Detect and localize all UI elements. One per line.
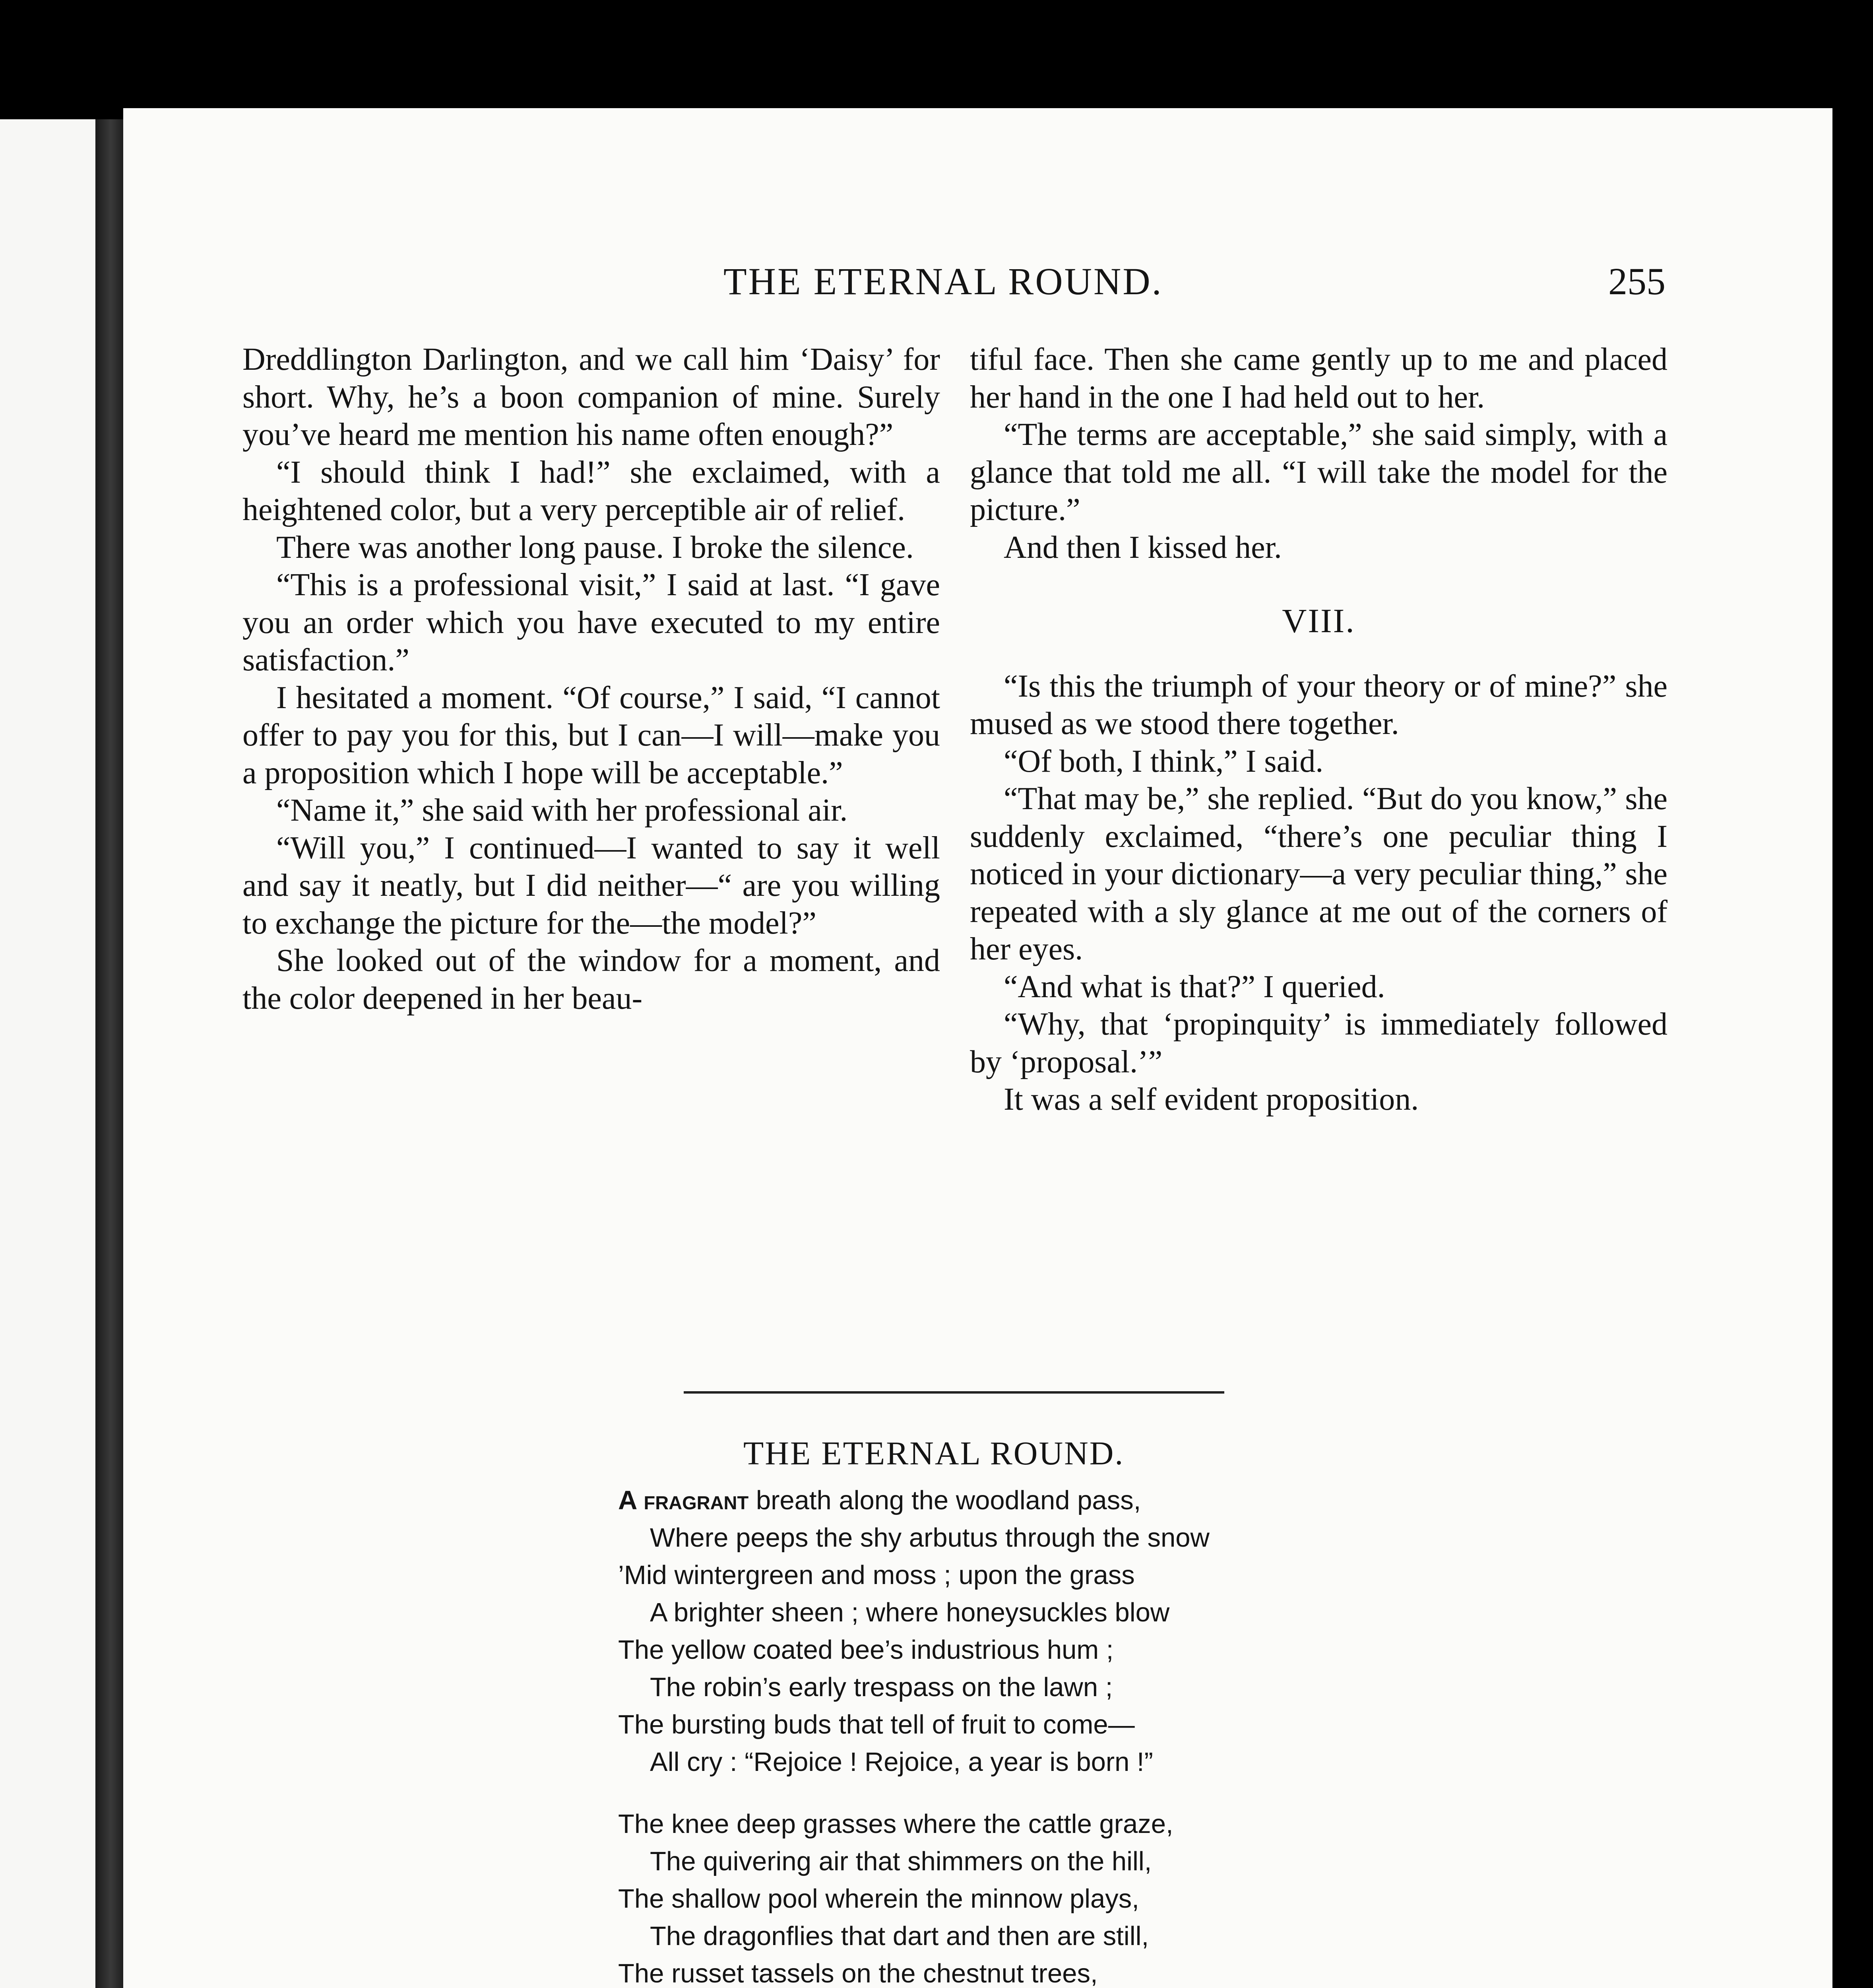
poem-line: The russet tassels on the chestnut trees,	[618, 1959, 1098, 1988]
facing-page-edge	[0, 119, 95, 1988]
paragraph: “Will you,” I continued—I wanted to say it well and say it neatly, but I did neither—“ are you willing to exchange the picture for the—the model?”	[242, 830, 940, 941]
right-column-after-section	[970, 668, 1667, 1118]
poem-line: The yellow coated bee’s industrious hum ;	[618, 1635, 1114, 1665]
poem-body	[618, 1482, 1413, 1988]
left-text-column	[242, 341, 940, 1017]
paragraph: “Is this the triumph of your theory or of mine?” she mused as we stood there together.	[970, 668, 1667, 741]
paragraph: “That may be,” she replied. “But do you know,” she suddenly exclaimed, “there’s one peculiar thing I noticed in your dictionary—a very peculiar thing,” she repeated with a sly glance at me out of the corners of her eyes.	[970, 781, 1667, 967]
poem-stanza	[618, 1806, 1413, 1988]
paragraph: “And what is that?” I queried.	[1004, 969, 1385, 1004]
paragraph: “This is a professional visit,” I said at last. “I gave you an order which you have executed to my entire satisfaction.”	[242, 567, 940, 678]
poem-stanza	[618, 1482, 1413, 1781]
poem-line: All cry : “Rejoice ! Rejoice, a year is born !”	[650, 1747, 1153, 1777]
section-divider-rule	[684, 1391, 1224, 1394]
poem-line: ’Mid wintergreen and moss ; upon the grass	[618, 1560, 1135, 1590]
poem-line: The dragonflies that dart and then are still,	[650, 1921, 1149, 1951]
book-page	[123, 108, 1832, 1988]
poem-line: The bursting buds that tell of fruit to come—	[618, 1710, 1135, 1740]
poem-line: A brighter sheen ; where honeysuckles blow	[650, 1598, 1170, 1627]
poem-line: The robin’s early trespass on the lawn ;	[650, 1672, 1113, 1702]
poem-line: The shallow pool wherein the minnow plays,	[618, 1884, 1139, 1914]
paragraph: And then I kissed her.	[1004, 530, 1282, 565]
right-text-column	[970, 341, 1667, 1118]
book-gutter	[95, 119, 123, 1988]
paragraph: Dreddlington Darlington, and we call him ‘Daisy’ for short. Why, he’s a boon companion of mine. Surely you’ve heard me mention his name often enough?”	[242, 342, 940, 452]
right-column-before-section	[970, 341, 1667, 566]
poem-line: Where peeps the shy arbutus through the snow	[650, 1523, 1210, 1553]
page-header	[123, 259, 1832, 323]
poem-line: The quivering air that shimmers on the hill,	[650, 1846, 1152, 1876]
paragraph: “Why, that ‘propinquity’ is immediately followed by ‘proposal.’”	[970, 1007, 1667, 1079]
paragraph: “Of both, I think,” I said.	[1004, 744, 1324, 779]
running-title: THE ETERNAL ROUND.	[723, 260, 1163, 303]
poem-line	[618, 1482, 1413, 1519]
poem-title: THE ETERNAL ROUND.	[743, 1435, 1125, 1472]
page-number: 255	[1608, 260, 1666, 303]
poem-opening-words: A fragrant	[618, 1485, 749, 1515]
poem-line: The knee deep grasses where the cattle graze,	[618, 1809, 1173, 1839]
paragraph: It was a self evident proposition.	[1004, 1082, 1419, 1117]
paragraph: She looked out of the window for a moment, and the color deepened in her beau-	[242, 943, 940, 1016]
paragraph: “The terms are acceptable,” she said simply, with a glance that told me all. “I will take the model for the picture.”	[970, 417, 1667, 527]
paragraph: tiful face. Then she came gently up to me and placed her hand in the one I had held out to her.	[970, 342, 1667, 415]
poem-line-text: breath along the woodland pass,	[748, 1485, 1141, 1515]
paragraph: “I should think I had!” she exclaimed, with a heightened color, but a very perceptible air of relief.	[242, 454, 940, 527]
paragraph: I hesitated a moment. “Of course,” I said, “I cannot offer to pay you for this, but I can—I will—make you a proposition which I hope will be acceptable.”	[242, 680, 940, 790]
section-heading: VIII.	[1282, 602, 1355, 640]
paragraph: There was another long pause. I broke the silence.	[276, 530, 914, 565]
paragraph: “Name it,” she said with her professional air.	[276, 793, 848, 828]
